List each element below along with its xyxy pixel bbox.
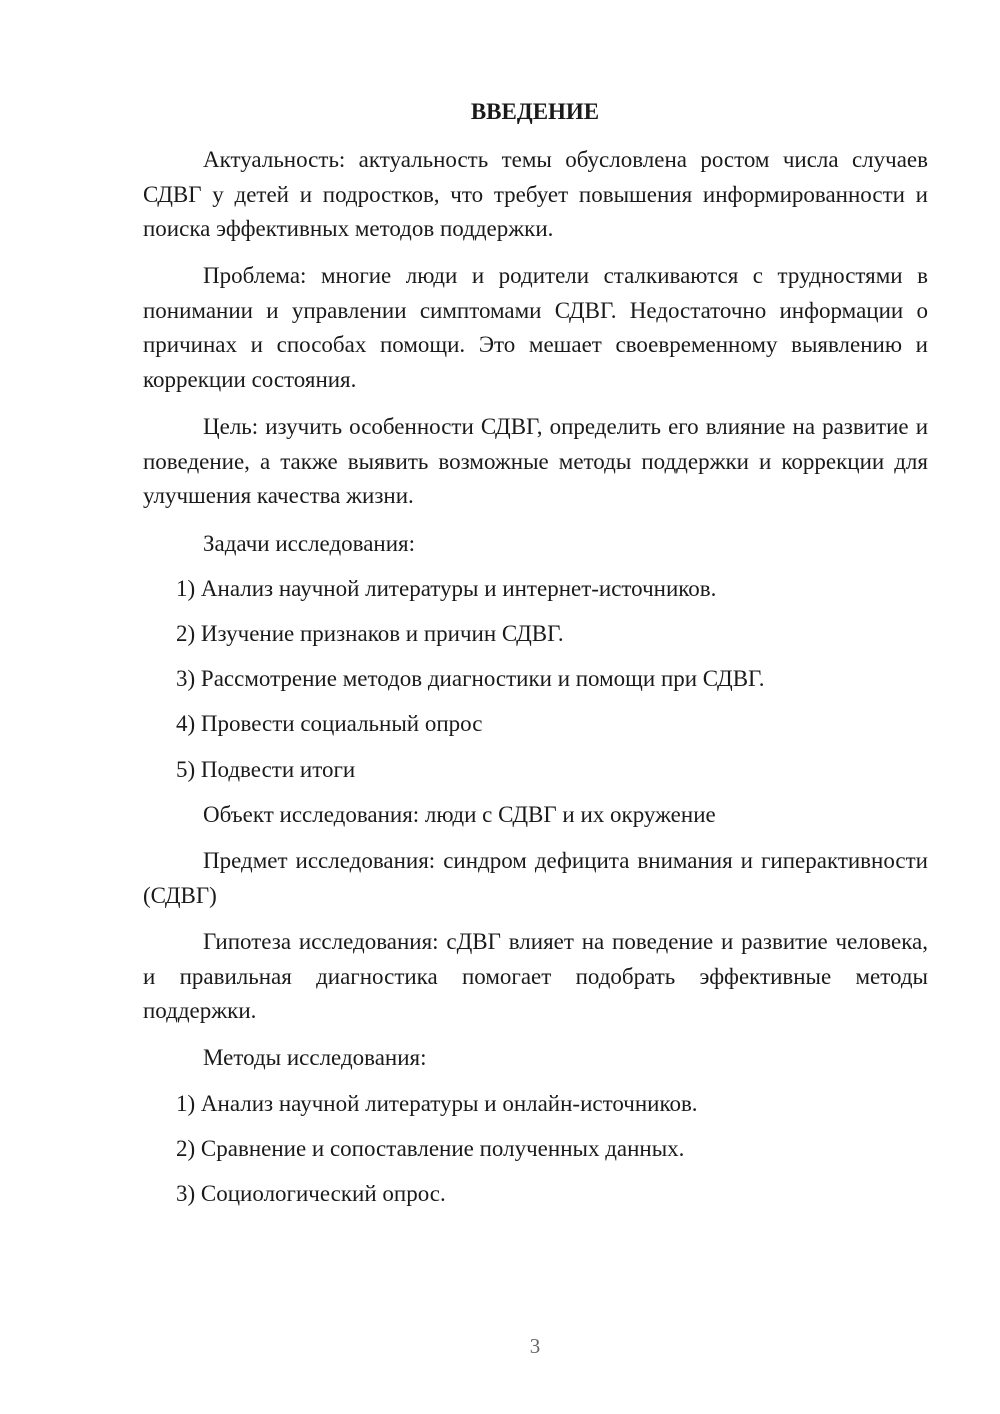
task-item xyxy=(143,572,928,607)
tasks-heading xyxy=(143,527,928,562)
paragraph-text: Актуальность: актуальность темы обусловлена ростом числа случаев СДВГ у детей и подростков, что требует повышения информированности и поиска эффективных методов поддержки. xyxy=(143,147,928,241)
paragraph-problem xyxy=(143,259,928,397)
paragraph-goal xyxy=(143,410,928,514)
list-item: 1) Анализ научной литературы и онлайн-источников. xyxy=(176,1091,698,1116)
methods-heading xyxy=(143,1041,928,1076)
paragraph-text: Гипотеза исследования: сДВГ влияет на поведение и развитие человека, и правильная диагностика помогает подобрать эффективные методы поддержки. xyxy=(143,929,928,1023)
paragraph-relevance xyxy=(143,143,928,247)
list-item: 2) Сравнение и сопоставление полученных данных. xyxy=(176,1136,685,1161)
task-item xyxy=(143,707,928,742)
task-item xyxy=(143,753,928,788)
task-item xyxy=(143,662,928,697)
list-item: 4) Провести социальный опрос xyxy=(176,711,483,736)
paragraph-subject xyxy=(143,844,928,913)
method-item xyxy=(143,1132,928,1167)
methods-heading-text: Методы исследования: xyxy=(203,1045,427,1070)
list-item: 5) Подвести итоги xyxy=(176,757,356,782)
paragraph-text: Проблема: многие люди и родители сталкиваются с трудностями в понимании и управлении симптомами СДВГ. Недостаточно информации о причинах и способах помощи. Это мешает своевременному выявлению и коррекции состояния. xyxy=(143,263,928,392)
list-item: 3) Рассмотрение методов диагностики и помощи при СДВГ. xyxy=(176,666,765,691)
tasks-heading-text: Задачи исследования: xyxy=(203,531,416,556)
list-item: 3) Социологический опрос. xyxy=(176,1181,446,1206)
section-title: ВВЕДЕНИЕ xyxy=(470,99,600,124)
task-item xyxy=(143,617,928,652)
method-item xyxy=(143,1087,928,1122)
list-item: 1) Анализ научной литературы и интернет-источников. xyxy=(176,576,717,601)
method-item xyxy=(143,1177,928,1212)
paragraph-object xyxy=(143,798,928,833)
paragraph-text: Цель: изучить особенности СДВГ, определить его влияние на развитие и поведение, а также выявить возможные методы поддержки и коррекции для улучшения качества жизни. xyxy=(143,414,928,508)
list-item: 2) Изучение признаков и причин СДВГ. xyxy=(176,621,564,646)
paragraph-text: Предмет исследования: синдром дефицита внимания и гиперактивности (СДВГ) xyxy=(143,848,928,908)
paragraph-hypothesis xyxy=(143,925,928,1029)
page-number: 3 xyxy=(529,1334,541,1358)
paragraph-text: Объект исследования: люди с СДВГ и их окружение xyxy=(203,802,716,827)
